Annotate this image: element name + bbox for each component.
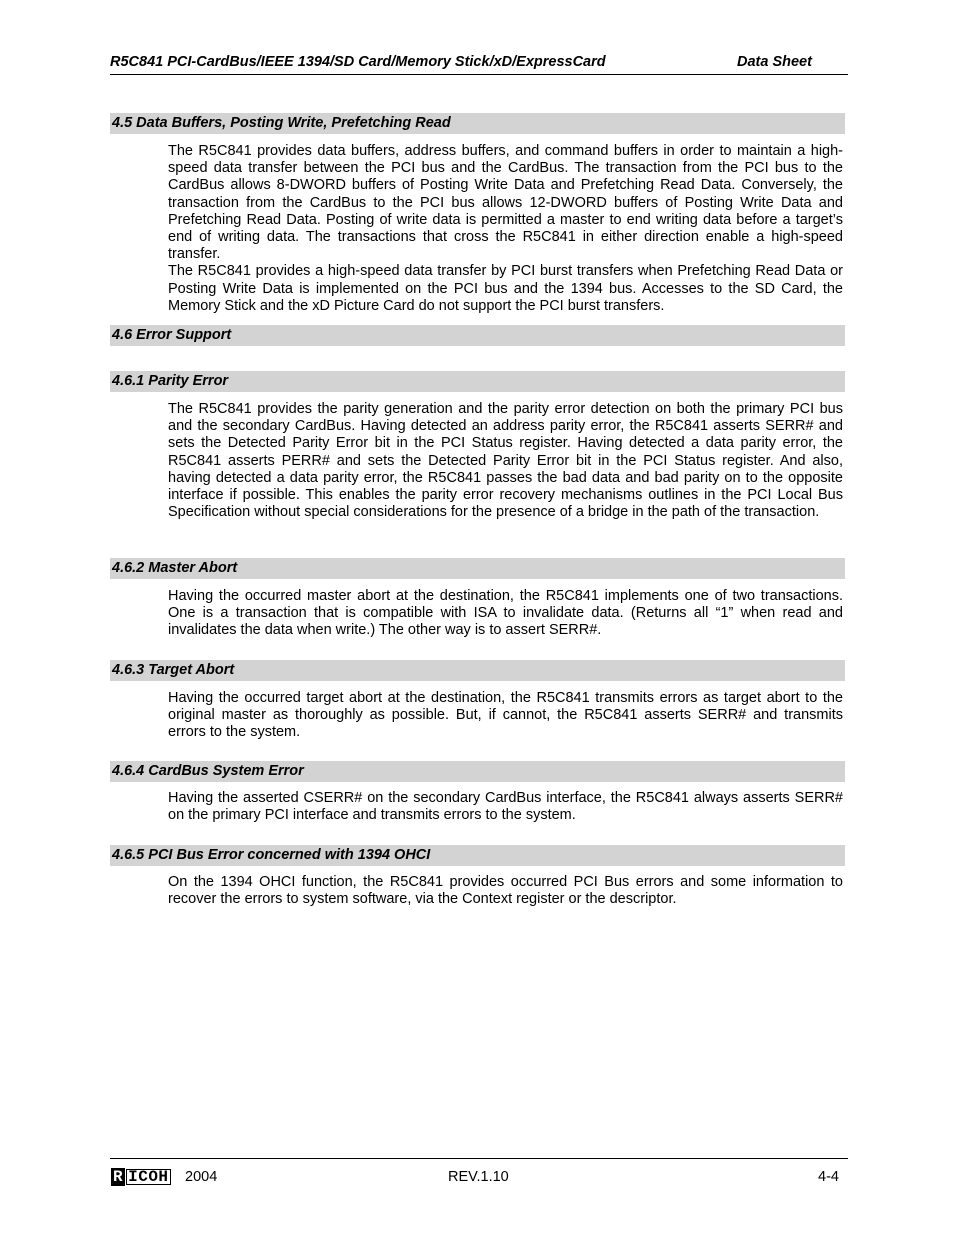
section-body-4-5 <box>168 143 843 315</box>
section-heading-4-5: 4.5 Data Buffers, Posting Write, Prefetching Read <box>110 113 845 134</box>
section-heading-4-6-1: 4.6.1 Parity Error <box>110 371 845 392</box>
paragraph: Having the occurred target abort at the destination, the R5C841 transmits errors as target abort to the original master as thoroughly as possible. But, if cannot, the R5C841 asserts SERR# and transmits errors to the system. <box>168 690 843 741</box>
footer-divider <box>110 1158 848 1159</box>
section-heading-4-6: 4.6 Error Support <box>110 325 845 346</box>
paragraph: On the 1394 OHCI function, the R5C841 provides occurred PCI Bus errors and some information to recover the errors to system software, via the Context register or the descriptor. <box>168 874 843 908</box>
section-body-4-6-2 <box>168 588 843 640</box>
section-heading-4-6-3: 4.6.3 Target Abort <box>110 660 845 681</box>
section-body-4-6-1 <box>168 401 843 521</box>
document-title: R5C841 PCI-CardBus/IEEE 1394/SD Card/Memory Stick/xD/ExpressCard <box>110 54 606 70</box>
section-body-4-6-3 <box>168 690 843 742</box>
paragraph: Having the occurred master abort at the destination, the R5C841 implements one of two transactions. One is a transaction that is compatible with ISA to invalidate data. (Returns all “1” when read and invalidates the data when write.) The other way is to assert SERR#. <box>168 588 843 639</box>
section-heading-4-6-5: 4.6.5 PCI Bus Error concerned with 1394 OHCI <box>110 845 845 866</box>
footer-year: 2004 <box>185 1169 218 1185</box>
section-heading-4-6-2: 4.6.2 Master Abort <box>110 558 845 579</box>
section-body-4-6-4 <box>168 790 843 824</box>
footer-revision: REV.1.10 <box>448 1169 509 1185</box>
document-type: Data Sheet <box>737 54 812 70</box>
ricoh-logo: R ICOH <box>113 1168 169 1186</box>
paragraph: The R5C841 provides a high-speed data transfer by PCI burst transfers when Prefetching Read Data or Posting Write Data is implemented on the PCI bus and the 1394 bus. Accesses to the SD Card, the Memory Stick and the xD Picture Card do not support the PCI burst transfers. <box>168 263 843 314</box>
paragraph: The R5C841 provides data buffers, address buffers, and command buffers in order to maintain a high-speed data transfer between the PCI bus and the CardBus. The transaction from the PCI bus to the CardBus allows 8-DWORD buffers of Posting Write Data and Prefetching Read Data. Conversely, the transaction from the CardBus to the PCI bus allows 12-DWORD buffers of Posting Write Data and Prefetching Read Data. Posting of write data is permitted a master to end writing data before a target’s end of writing data. The transactions that cross the R5C841 in either direction enable a high-speed transfer. <box>168 143 843 263</box>
footer-page-number: 4-4 <box>818 1169 839 1185</box>
section-body-4-6-5 <box>168 874 843 908</box>
section-heading-4-6-4: 4.6.4 CardBus System Error <box>110 761 845 782</box>
page-header <box>110 54 848 75</box>
paragraph: The R5C841 provides the parity generation and the parity error detection on both the primary PCI bus and the secondary CardBus. Having detected an address parity error, the R5C841 asserts SERR# and sets the Detected Parity Error bit in the PCI Status register. Having detected a data parity error, the R5C841 asserts PERR# and sets the Detected Parity Error bit in the PCI Status register. And also, having detected a data parity error, the R5C841 passes the bad data and bad parity on to the opposite interface if possible. This enables the parity error recovery mechanisms outlines in the PCI Local Bus Specification without special considerations for the presence of a bridge in the path of the transaction. <box>168 401 843 521</box>
paragraph: Having the asserted CSERR# on the secondary CardBus interface, the R5C841 always asserts SERR# on the primary PCI interface and transmits errors to the system. <box>168 790 843 824</box>
